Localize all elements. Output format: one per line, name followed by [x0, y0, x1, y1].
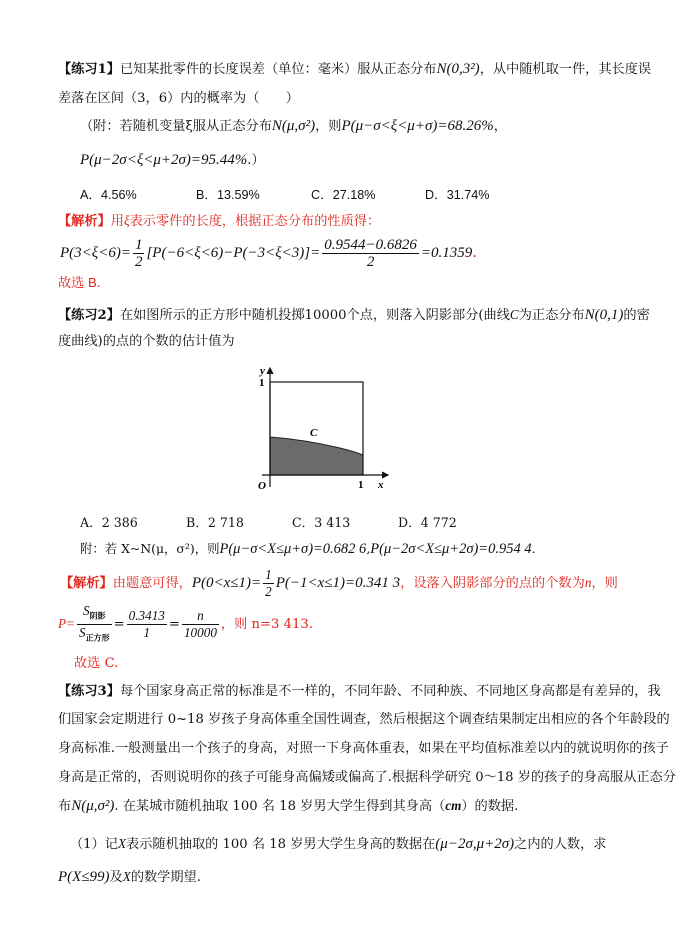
ex1-note-normal: N(μ,σ²) [271, 118, 316, 134]
ex3-line3: 身高标准.一般测量出一个孩子的身高，对照一下身高体重表，如果在平均值标准差以内的就说明你的孩子 [58, 741, 669, 756]
ex2-note-end: . [531, 541, 536, 556]
ex2-shaded-region [270, 437, 363, 475]
ex1-answer: 故选 B. [58, 275, 101, 290]
ex3-line1 [58, 683, 661, 701]
ex2-frac3 [182, 608, 219, 641]
ex1-tag: 【练习1】 [58, 62, 120, 77]
ex1-sol-a: 用 [110, 214, 124, 229]
ex2-s-shadow: S [82, 603, 90, 619]
ex1-eq-half-den: 2 [134, 253, 143, 270]
ex2-sol-d: ，则 n=3 413. [220, 617, 313, 632]
ex1-note-end2: .） [247, 153, 265, 168]
ex2-one-x: 1 [358, 479, 364, 491]
ex1-eq-result: =0.1359 [420, 245, 473, 261]
ex1-eq-frac [322, 237, 419, 270]
ex2-area-ratio-num [77, 603, 112, 625]
ex3-line4: 身高是正常的，否则说明你的孩子可能身高偏矮或偏高了.根据科学研究 0～18 岁的孩子的身高服从正态分 [58, 770, 676, 785]
ex1-eq-bracket: [P(−6<ξ<6)−P(−3<ξ<3)]= [146, 245, 321, 261]
ex1-stem-b: ，从中随机取一件，其长度误 [479, 62, 652, 77]
ex1-note-a: （附：若随机变量ξ服从正态分布 [80, 119, 272, 134]
ex2-stem-line1 [58, 306, 650, 325]
ex3-line5-end: ）的数据. [461, 799, 519, 814]
ex3-q1-p: P(X≤99) [58, 869, 110, 885]
ex3-q1-b: 表示随机抽取的 100 名 18 岁男大学生身高的数据在 [126, 837, 436, 852]
ex2-sol-half-den: 2 [265, 584, 272, 599]
ex2-figure [248, 362, 398, 494]
ex2-sol-n: n [584, 575, 592, 590]
ex1-option-c[interactable]: C．27.18% [311, 188, 376, 202]
ex1-note-b: ，则 [315, 119, 342, 134]
ex2-p-label: P= [58, 616, 75, 631]
ex2-option-a[interactable]: A．2 386 [80, 515, 138, 530]
ex1-note-line2 [80, 151, 265, 170]
ex2-area-ratio-den [77, 625, 112, 646]
ex1-eq-half-num: 1 [134, 236, 143, 253]
ex2-sol-label: 【解析】 [60, 576, 113, 591]
ex2-sol-p: P(0<x≤1)= [191, 575, 262, 591]
ex2-sol-p2: P(−1<x≤1)=0.341 3 [275, 575, 401, 591]
ex3-line5-unit: cm [445, 798, 462, 813]
ex1-sol-label: 【解析】 [58, 214, 111, 229]
ex1-note-line1 [80, 117, 507, 136]
ex2-eq2: = [113, 617, 125, 632]
ex2-curve-c: C [509, 307, 519, 322]
ex3-line5-prefix: 布 [58, 799, 72, 814]
ex2-curve-label: C [310, 427, 318, 439]
ex2-note [80, 540, 536, 558]
ex3-q1-e: 的数学期望. [130, 870, 201, 885]
ex2-sol-half [263, 567, 274, 600]
ex1-normal: N(0,3²) [436, 61, 480, 77]
ex2-tag: 【练习2】 [58, 308, 120, 323]
ex1-note-end1: ， [493, 119, 507, 134]
ex2-frac2 [127, 608, 167, 641]
ex2-stem-line2: 度曲线)的点的个数的估计值为 [58, 334, 235, 349]
ex1-solution-line [58, 212, 380, 231]
ex2-note-formula1: P(μ−σ<X≤μ+σ)=0.682 6 [219, 541, 367, 557]
ex2-answer: 故选 C. [74, 656, 119, 671]
ex2-note-sep: , [366, 541, 371, 556]
ex2-option-c[interactable]: C．3 413 [292, 515, 351, 530]
ex3-q1-c: 之内的人数，求 [514, 837, 607, 852]
ex2-normal: N(0,1) [584, 307, 624, 323]
ex2-sol-half-num: 1 [265, 567, 272, 582]
ex2-origin: O [258, 480, 266, 492]
ex2-sol-a: 由题意可得， [112, 576, 192, 591]
ex2-stem-b: 为正态分布 [518, 308, 585, 323]
ex2-note-formula2: P(μ−2σ<X≤μ+2σ)=0.954 4 [370, 541, 532, 557]
ex3-q1-a: （1）记 [70, 837, 118, 852]
ex2-solution-line2 [58, 602, 313, 646]
ex2-one-y: 1 [259, 377, 265, 389]
ex3-line5-rest: . 在某城市随机抽取 100 名 18 岁男大学生得到其身高（ [114, 799, 446, 814]
ex2-eq3: = [168, 617, 180, 632]
ex2-frac3-num: n [182, 608, 219, 625]
ex1-note-formula1: P(μ−σ<ξ<μ+σ)=68.26% [341, 118, 494, 134]
ex2-sol-b: ，设落入阴影部分的点的个数为 [400, 576, 585, 591]
ex2-sol-c: ，则 [591, 576, 618, 591]
ex2-option-b[interactable]: B．2 718 [186, 515, 244, 530]
ex1-option-b[interactable]: B．13.59% [196, 188, 260, 202]
ex3-line1-text: 每个国家身高正常的标准是不一样的，不同年龄、不同种族、不同地区身高都是有差异的，我 [119, 684, 661, 699]
ex1-eq-half [133, 237, 145, 270]
ex3-tag: 【练习3】 [58, 684, 120, 699]
ex1-eq-frac-num: 0.9544−0.6826 [324, 236, 417, 253]
ex2-s-square: S [78, 625, 86, 640]
ex3-q1-x: X [117, 836, 127, 851]
ex3-question1-line2 [58, 868, 201, 887]
ex3-line5 [58, 797, 518, 816]
ex2-frac3-den: 10000 [183, 625, 217, 640]
ex2-frac2-num: 0.3413 [128, 608, 165, 623]
ex1-note-formula2: P(μ−2σ<ξ<μ+2σ)=95.44% [80, 152, 248, 168]
ex2-s-square-sub: 正方形 [85, 632, 110, 643]
ex1-eq-frac-den: 2 [366, 253, 375, 270]
ex1-eq-lhs: P(3<ξ<6)= [60, 245, 131, 261]
ex1-stem-a: 已知某批零件的长度误差（单位：毫米）服从正态分布 [119, 62, 437, 77]
ex1-stem-line2: 差落在区间（3，6）内的概率为（ ） [58, 91, 299, 106]
ex3-line5-normal: N(μ,σ²) [71, 798, 115, 814]
ex1-sol-xi: ξ [123, 213, 130, 228]
ex1-option-a[interactable]: A．4.56% [80, 188, 137, 202]
ex2-stem-c: 的密 [623, 308, 650, 323]
ex1-stem-line1 [58, 60, 651, 79]
ex2-solution-line1 [60, 563, 618, 603]
ex3-q1-d: 及 [109, 870, 123, 885]
ex2-stem-a: 在如图所示的正方形中随机投掷10000个点，则落入阴影部分(曲线 [119, 308, 510, 323]
ex1-equation [60, 232, 477, 272]
ex2-s-shadow-sub: 阴影 [89, 611, 106, 621]
ex2-y-label: y [260, 365, 265, 377]
ex2-x-label: x [378, 479, 384, 491]
ex1-eq-end: . [472, 243, 478, 261]
ex3-q1-interval: (μ−2σ,μ+2σ) [435, 836, 515, 852]
ex2-option-d[interactable]: D．4 772 [398, 515, 457, 530]
ex2-note-a: 附：若 X~N(μ，σ²)，则 [80, 541, 220, 556]
ex3-line2: 们国家会定期进行 0~18 岁孩子身高体重全国性调查，然后根据这个调查结果制定出相应的各个年龄段的 [58, 712, 670, 727]
ex2-frac2-den: 1 [143, 625, 151, 640]
ex1-option-d[interactable]: D．31.74% [425, 188, 490, 202]
ex3-q1-x2: X [122, 869, 131, 884]
ex3-question1-line1 [70, 835, 606, 854]
ex1-sol-b: 表示零件的长度，根据正态分布的性质得： [129, 214, 381, 229]
ex2-area-ratio [77, 603, 112, 645]
